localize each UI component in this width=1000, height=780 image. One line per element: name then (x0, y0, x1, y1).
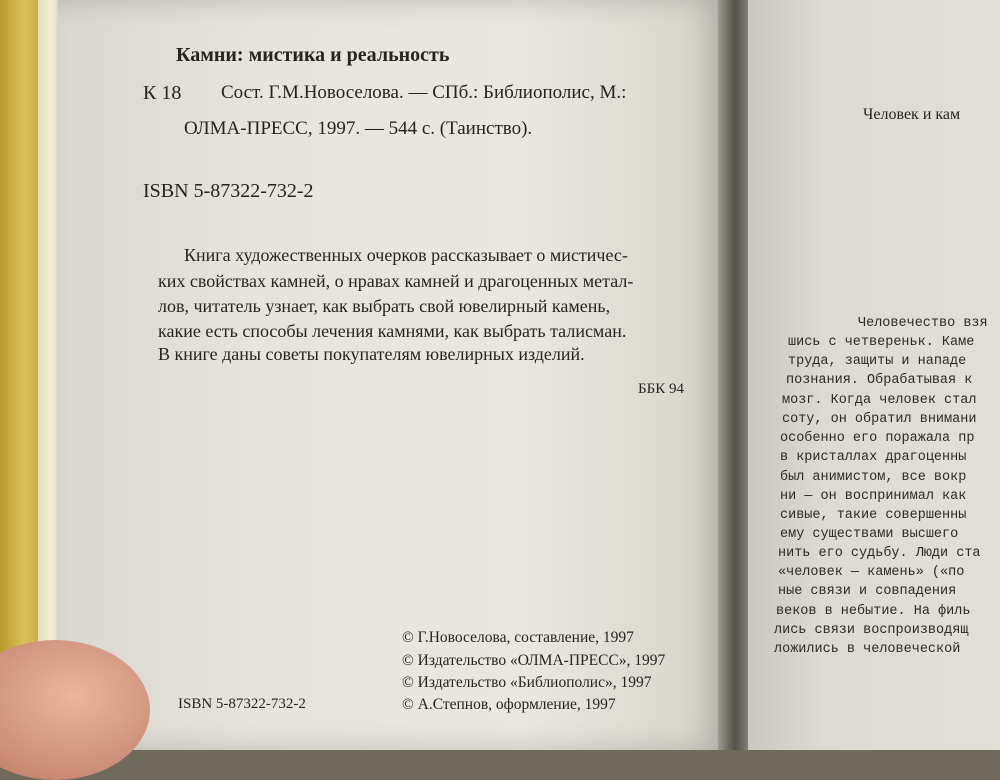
copyright-line: © Издательство «ОЛМА-ПРЕСС», 1997 (402, 652, 666, 669)
copyright-line: © Издательство «Библиополис», 1997 (402, 674, 652, 691)
body-line: особенно его поражала пр (780, 431, 975, 446)
right-page (748, 0, 1000, 750)
bibliographic-line-1: Сост. Г.М.Новоселова. — СПб.: Библиополис, М.: (221, 82, 627, 103)
body-line: ему существами высшего (780, 527, 959, 542)
abstract-line: Книга художественных очерков рассказывает о мистичес- (184, 245, 628, 265)
book-gutter (718, 0, 752, 750)
isbn-top: ISBN 5-87322-732-2 (143, 180, 314, 202)
body-line: веков в небытие. На филь (776, 604, 971, 619)
body-line: Человечество взя (858, 316, 988, 331)
body-line: сивые, такие совершенны (780, 508, 967, 523)
abstract-line: лов, читатель узнает, как выбрать свой ювелирный камень, (158, 296, 611, 316)
body-line: познания. Обрабатывая к (786, 373, 973, 388)
copyright-line: © А.Степнов, оформление, 1997 (402, 696, 616, 713)
abstract-line: ких свойствах камней, о нравах камней и драгоценных метал- (158, 271, 634, 291)
bbk-code: ББК 94 (638, 381, 684, 397)
body-line: труда, защиты и нападе (788, 354, 967, 369)
index-code: К 18 (143, 82, 182, 104)
body-line: в кристаллах драгоценны (780, 450, 967, 465)
abstract-line: какие есть способы лечения камнями, как выбрать талисман. (158, 321, 627, 341)
isbn-bottom: ISBN 5-87322-732-2 (178, 696, 306, 712)
body-line: мозг. Когда человек стал (782, 393, 977, 408)
body-line: нить его судьбу. Люди ста (778, 546, 981, 561)
bibliographic-line-2: ОЛМА-ПРЕСС, 1997. — 544 с. (Таинство). (184, 118, 533, 139)
body-line: шись с четвереньк. Каме (788, 335, 975, 350)
book-title: Камни: мистика и реальность (176, 44, 450, 66)
copyright-line: © Г.Новоселова, составление, 1997 (402, 629, 634, 646)
body-line: ложились в человеческой (774, 642, 961, 657)
body-line: соту, он обратил внимани (782, 412, 977, 427)
body-line: был анимистом, все вокр (780, 470, 967, 485)
body-line: лись связи воспроизводящ (774, 623, 969, 638)
body-line: ни — он воспринимал как (780, 489, 967, 504)
body-line: «человек — камень» («по (778, 565, 965, 580)
chapter-heading: Человек и кам (863, 106, 961, 123)
abstract-line: В книге даны советы покупателям ювелирных изделий. (158, 344, 585, 364)
body-line: ные связи и совпадения (778, 584, 957, 599)
